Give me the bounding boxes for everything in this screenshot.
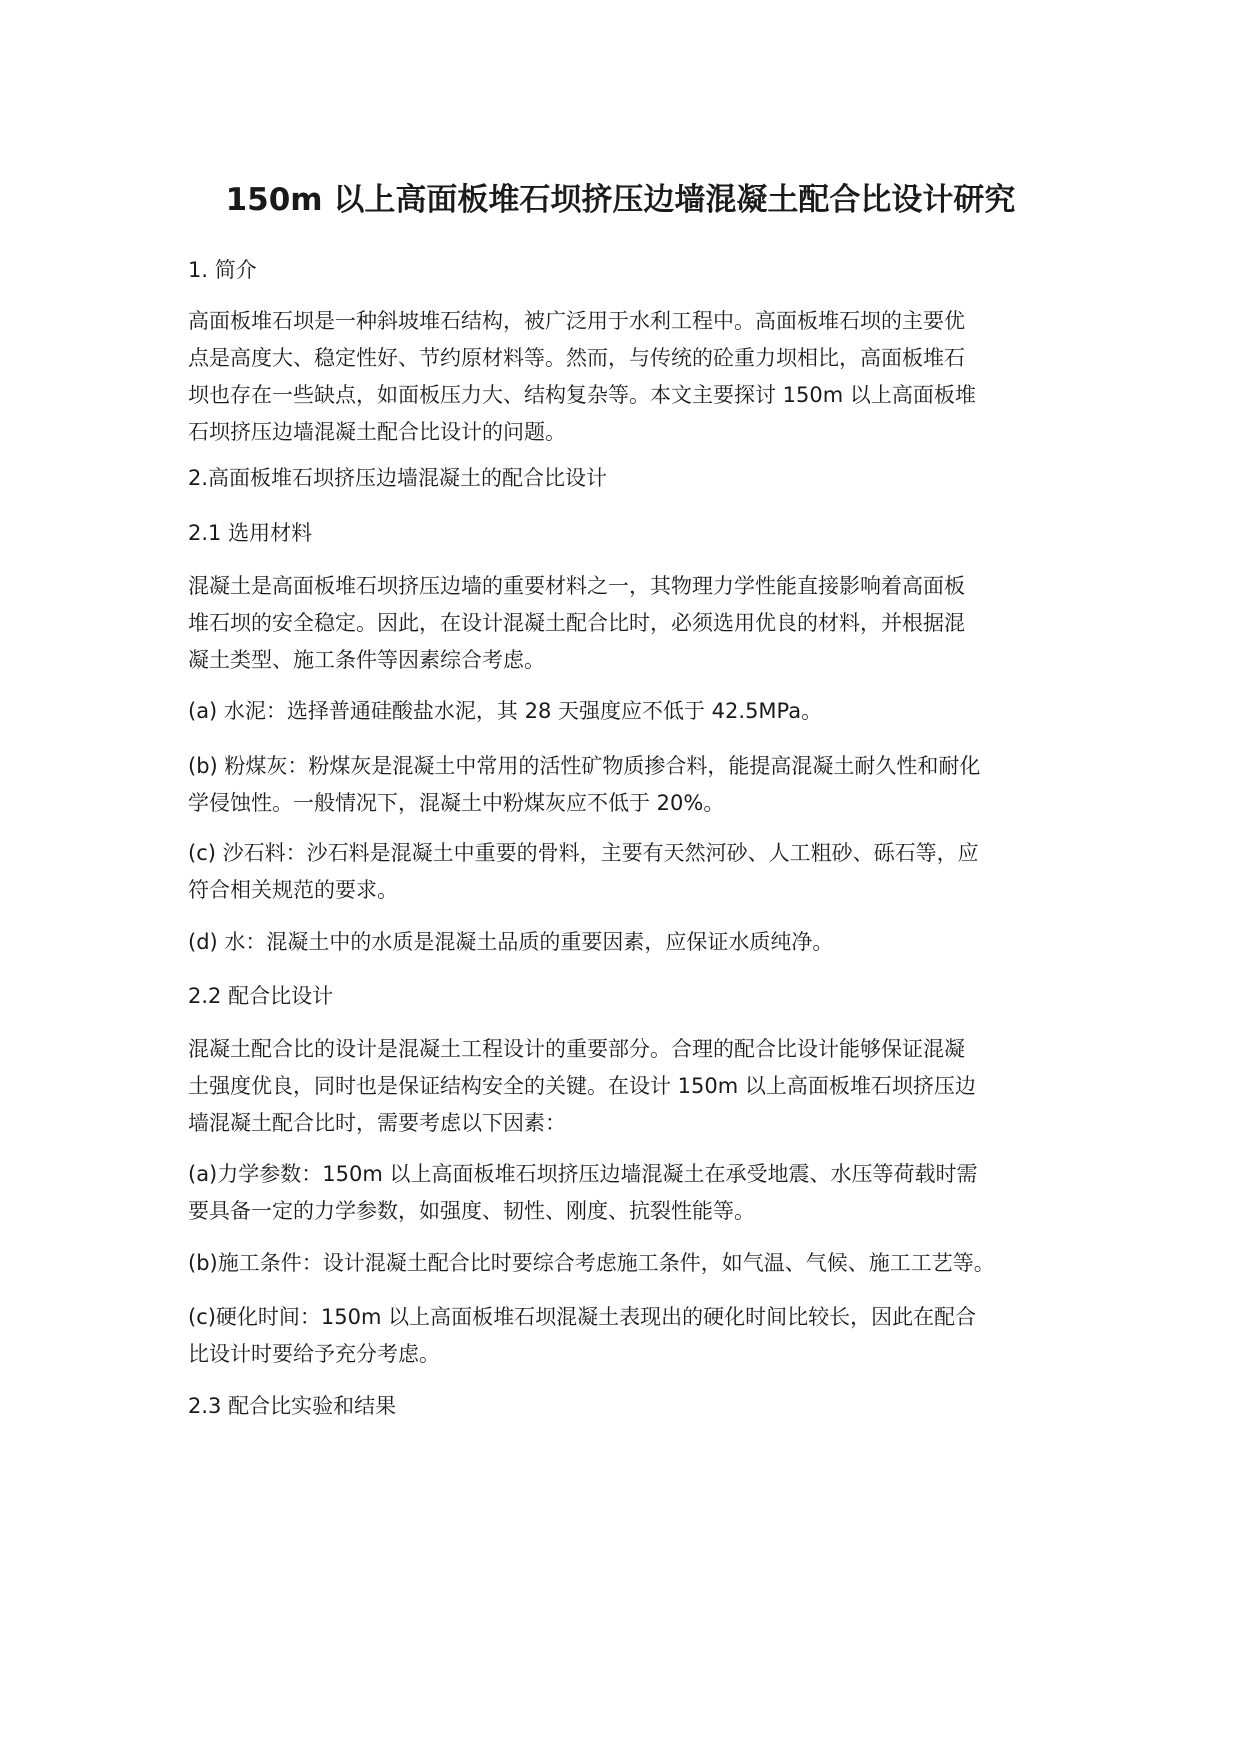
- item-fly-ash: [188, 748, 1068, 822]
- subsection-heading-2-2: [188, 978, 1068, 1015]
- factor-hardening-time: [188, 1299, 1068, 1373]
- subsection-heading-2-1: [188, 515, 1068, 552]
- item-cement: [188, 693, 1068, 730]
- subsection-heading-2-3: [188, 1388, 1068, 1425]
- text-line: 混凝土配合比的设计是混凝土工程设计的重要部分。合理的配合比设计能够保证混凝: [188, 1037, 965, 1061]
- text-line: 高面板堆石坝是一种斜坡堆石结构，被广泛用于水利工程中。高面板堆石坝的主要优: [188, 309, 965, 333]
- text-line: 2.高面板堆石坝挤压边墙混凝土的配合比设计: [188, 466, 608, 490]
- text-line: 学侵蚀性。一般情况下，混凝土中粉煤灰应不低于 20%。: [188, 791, 725, 815]
- section-heading-2: [188, 460, 1068, 497]
- text-line: 凝土类型、施工条件等因素综合考虑。: [188, 648, 545, 672]
- text-line: 点是高度大、稳定性好、节约原材料等。然而，与传统的砼重力坝相比，高面板堆石: [188, 346, 965, 370]
- mix-design-paragraph: [188, 1031, 1068, 1142]
- text-line: 堆石坝的安全稳定。因此，在设计混凝土配合比时，必须选用优良的材料，并根据混: [188, 611, 965, 635]
- text-line: 符合相关规范的要求。: [188, 878, 398, 902]
- text-line: 墙混凝土配合比时，需要考虑以下因素：: [188, 1111, 566, 1135]
- text-line: 土强度优良，同时也是保证结构安全的关键。在设计 150m 以上高面板堆石坝挤压边: [188, 1074, 976, 1098]
- text-line: (c)硬化时间：150m 以上高面板堆石坝混凝土表现出的硬化时间比较长，因此在配合: [188, 1305, 977, 1329]
- text-line: 2.2 配合比设计: [188, 984, 334, 1008]
- text-line: (a)力学参数：150m 以上高面板堆石坝挤压边墙混凝土在承受地震、水压等荷载时需: [188, 1162, 978, 1186]
- item-aggregate: [188, 835, 1068, 909]
- text-line: (a) 水泥：选择普通硅酸盐水泥，其 28 天强度应不低于 42.5MPa。: [188, 699, 823, 723]
- text-line: 2.3 配合比实验和结果: [188, 1394, 397, 1418]
- factor-construction-conditions: [188, 1245, 1068, 1282]
- intro-paragraph: [188, 303, 1068, 451]
- section-heading-1: [188, 252, 1068, 289]
- text-line: 比设计时要给予充分考虑。: [188, 1342, 440, 1366]
- text-line: 要具备一定的力学参数，如强度、韧性、刚度、抗裂性能等。: [188, 1199, 755, 1223]
- text-line: (d) 水：混凝土中的水质是混凝土品质的重要因素，应保证水质纯净。: [188, 930, 834, 954]
- document-title: 150m 以上高面板堆石坝挤压边墙混凝土配合比设计研究: [225, 182, 1016, 218]
- text-line: 坝也存在一些缺点，如面板压力大、结构复杂等。本文主要探讨 150m 以上高面板堆: [188, 383, 976, 407]
- text-line: 1. 简介: [188, 258, 257, 282]
- text-line: (b)施工条件：设计混凝土配合比时要综合考虑施工条件，如气温、气候、施工工艺等。: [188, 1251, 995, 1275]
- item-water: [188, 924, 1068, 961]
- materials-paragraph: [188, 568, 1068, 679]
- text-line: 石坝挤压边墙混凝土配合比设计的问题。: [188, 420, 566, 444]
- text-line: (b) 粉煤灰：粉煤灰是混凝土中常用的活性矿物质掺合料，能提高混凝土耐久性和耐化: [188, 754, 981, 778]
- factor-mechanical-parameters: [188, 1156, 1068, 1230]
- text-line: 混凝土是高面板堆石坝挤压边墙的重要材料之一，其物理力学性能直接影响着高面板: [188, 574, 965, 598]
- text-line: (c) 沙石料：沙石料是混凝土中重要的骨料，主要有天然河砂、人工粗砂、砾石等，应: [188, 841, 979, 865]
- text-line: 2.1 选用材料: [188, 521, 313, 545]
